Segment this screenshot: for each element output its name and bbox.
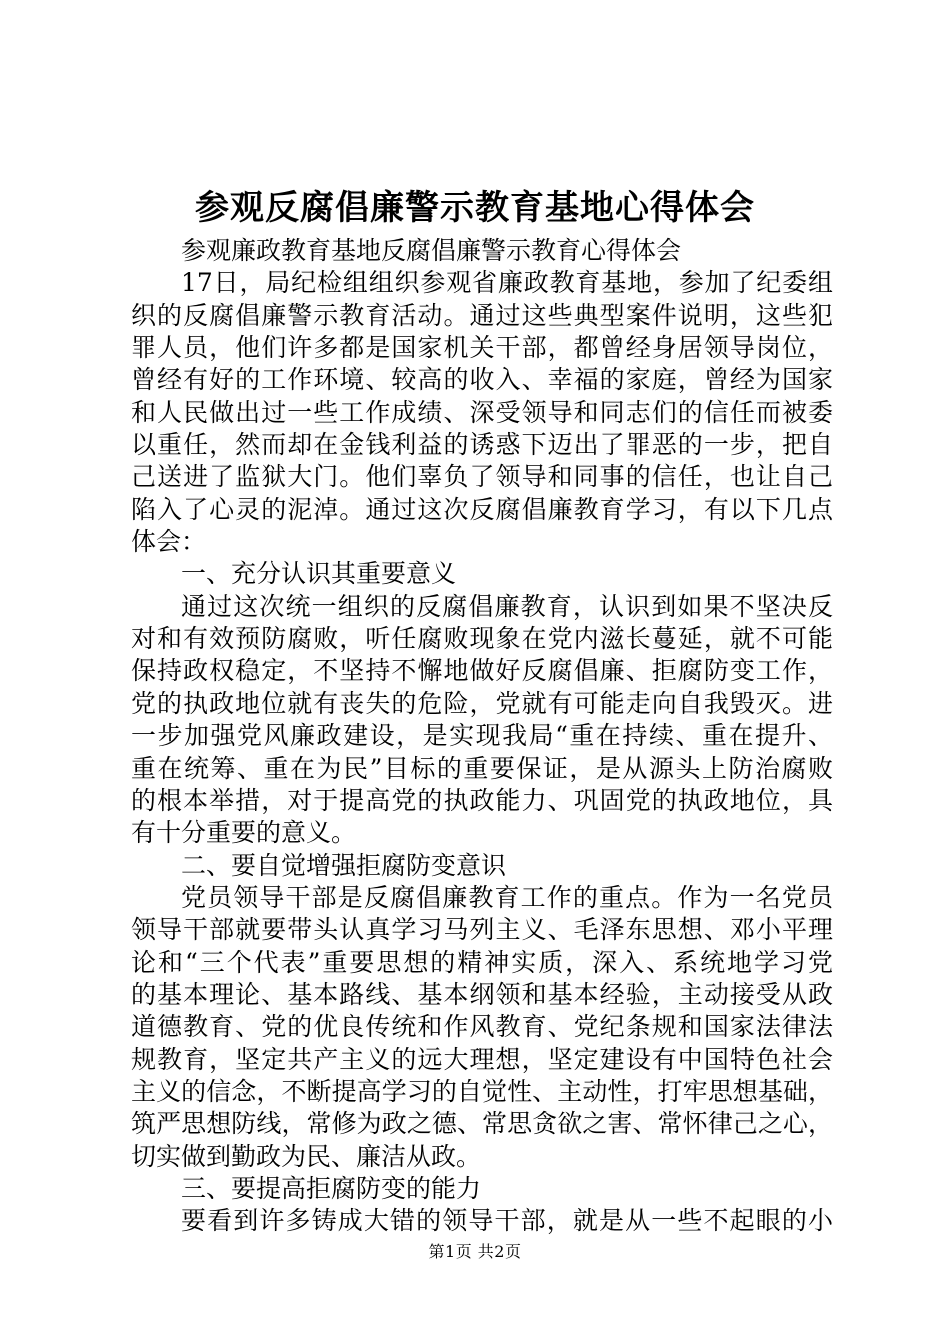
text-line: 道德教育、党的优良传统和作风教育、党纪条规和国家法律法 [131, 1012, 833, 1042]
text-line: 以重任，然而却在金钱利益的诱惑下迈出了罪恶的一步，把自 [131, 430, 833, 460]
page-footer: 第1页 共2页 [428, 1242, 522, 1261]
text-line: 二、要自觉增强拒腐防变意识 [181, 850, 507, 880]
text-line: 对和有效预防腐败，听任腐败现象在党内滋长蔓延，就不可能 [131, 624, 833, 654]
text-line: 通过这次统一组织的反腐倡廉教育，认识到如果不坚决反 [181, 591, 833, 621]
text-line: 己送进了监狱大门。他们辜负了领导和同事的信任，也让自己 [131, 462, 833, 492]
text-line: 规教育，坚定共产主义的远大理想，坚定建设有中国特色社会 [131, 1044, 833, 1074]
text-line: 体会： [131, 527, 207, 557]
text-line: 织的反腐倡廉警示教育活动。通过这些典型案件说明，这些犯 [131, 300, 833, 330]
document-body [131, 235, 833, 1238]
text-line: 切实做到勤政为民、廉洁从政。 [131, 1141, 482, 1171]
text-line: 要看到许多铸成大错的领导干部，就是从一些不起眼的小 [181, 1206, 833, 1236]
text-line: 的基本理论、基本路线、基本纲领和基本经验，主动接受从政 [131, 979, 833, 1009]
text-line: 论和“三个代表”重要思想的精神实质，深入、系统地学习党 [131, 947, 833, 977]
text-line: 参观廉政教育基地反腐倡廉警示教育心得体会 [181, 236, 682, 265]
text-line: 三、要提高拒腐防变的能力 [181, 1173, 482, 1203]
text-line: 罪人员，他们许多都是国家机关干部，都曾经身居领导岗位， [131, 333, 833, 363]
text-line: 有十分重要的意义。 [131, 818, 357, 848]
text-line: 筑严思想防线，常修为政之德、常思贪欲之害、常怀律己之心， [131, 1109, 833, 1139]
text-line: 党的执政地位就有丧失的危险，党就有可能走向自我毁灭。进 [131, 688, 833, 718]
text-line: 领导干部就要带头认真学习马列主义、毛泽东思想、邓小平理 [131, 915, 833, 945]
text-line: 党员领导干部是反腐倡廉教育工作的重点。作为一名党员 [181, 882, 833, 912]
text-line: 的根本举措，对于提高党的执政能力、巩固党的执政地位，具 [131, 785, 833, 815]
text-line: 17日，局纪检组组织参观省廉政教育基地，参加了纪委组 [181, 268, 833, 298]
text-line: 保持政权稳定，不坚持不懈地做好反腐倡廉、拒腐防变工作， [131, 656, 833, 686]
text-line: 和人民做出过一些工作成绩、深受领导和同志们的信任而被委 [131, 397, 833, 427]
text-line: 重在统筹、重在为民”目标的重要保证，是从源头上防治腐败 [131, 753, 833, 783]
text-line: 陷入了心灵的泥淖。通过这次反腐倡廉教育学习，有以下几点 [131, 494, 833, 524]
text-line: 主义的信念，不断提高学习的自觉性、主动性，打牢思想基础， [131, 1076, 833, 1106]
text-line: 曾经有好的工作环境、较高的收入、幸福的家庭，曾经为国家 [131, 365, 833, 395]
text-line: 一、充分认识其重要意义 [181, 559, 457, 589]
text-line: 一步加强党风廉政建设，是实现我局“重在持续、重在提升、 [131, 721, 833, 751]
document-title: 参观反腐倡廉警示教育基地心得体会 [195, 188, 755, 228]
